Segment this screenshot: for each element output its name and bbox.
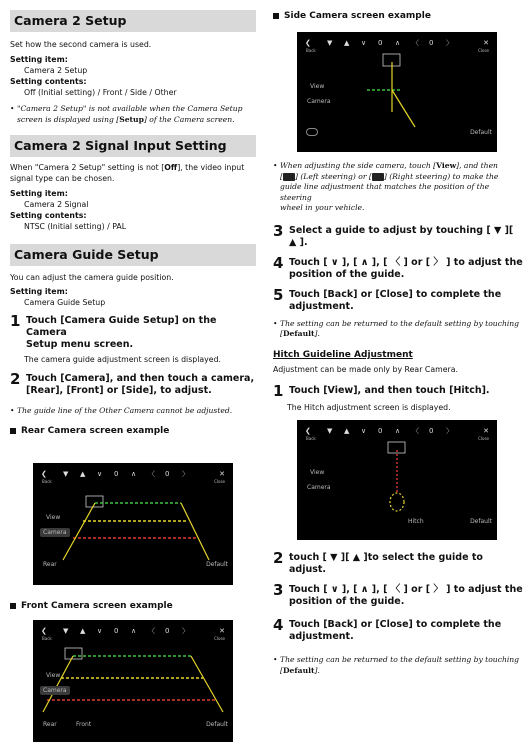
camera2-setup-intro: Set how the second camera is used. <box>10 40 152 49</box>
close-icon[interactable]: ✕ <box>219 470 225 478</box>
close-icon[interactable]: ✕ <box>483 427 489 435</box>
up-chevron-button[interactable]: ∧ <box>395 39 401 47</box>
hitch-intro: Adjustment can be made only by Rear Camera. <box>273 364 458 374</box>
side-camera-note: • When adjusting the side camera, touch [View], and then [ ] (Left steering) or [ ] (Right steering) to make the guide line adjustment that matches the position of the steering wheel in your vehicle. <box>273 161 523 214</box>
back-label: Back <box>306 48 316 53</box>
default-setting-note: • The setting can be returned to the default setting by touching [Default]. <box>273 319 523 340</box>
up-button[interactable]: ▲ <box>80 470 86 478</box>
guide-line-note: • The guide line of the Other Camera cannot be adjusted. <box>10 406 256 417</box>
camera-button[interactable]: Camera <box>307 484 331 491</box>
down-chevron-button[interactable]: ∨ <box>361 427 367 435</box>
front-camera-example-heading: Front Camera screen example <box>10 601 173 611</box>
right-steering-icon <box>372 173 384 181</box>
vertical-value: 0 <box>114 627 119 635</box>
close-label: Close <box>214 636 225 641</box>
horizontal-value: 0 <box>429 39 434 47</box>
guide-step-5: 5 Touch [Back] or [Close] to complete the adjustment. <box>273 285 502 312</box>
vertical-value: 0 <box>378 39 383 47</box>
back-label: Back <box>306 436 316 441</box>
hitch-step-2: 2 touch [ ▼ ][ ▲ ]to select the guide to adjust. <box>273 549 483 575</box>
hitch-step-4: 4 Touch [Back] or [Close] to complete the adjustment. <box>273 616 502 642</box>
left-chevron-button[interactable]: 〈 <box>412 39 419 47</box>
up-chevron-button[interactable]: ∧ <box>395 427 401 435</box>
back-arrow-icon[interactable]: ❮ <box>305 39 311 47</box>
left-chevron-button[interactable]: 〈 <box>148 470 155 478</box>
right-chevron-button[interactable]: 〉 <box>446 427 453 435</box>
vertical-value: 0 <box>378 427 383 435</box>
default-button[interactable]: Default <box>470 518 492 525</box>
setting-item-label: Setting item: <box>10 55 68 64</box>
back-label: Back <box>42 636 52 641</box>
default-button[interactable]: Default <box>470 129 492 136</box>
hitch-step-3: 3 Touch [ ∨ ], [ ∧ ], [ 〈 ] or [ 〉 ] to adjust the position of the guide. <box>273 581 523 607</box>
back-arrow-icon[interactable]: ❮ <box>41 627 47 635</box>
guide-step-1: 1 Touch [Camera Guide Setup] on the Camera Setup menu screen. <box>10 312 217 350</box>
side-camera-screen <box>297 32 497 152</box>
right-chevron-button[interactable]: 〉 <box>182 470 189 478</box>
view-button[interactable]: View <box>46 514 61 521</box>
setting-contents-value: Off (Initial setting) / Front / Side / Other <box>24 88 177 97</box>
right-chevron-button[interactable]: 〉 <box>182 627 189 635</box>
camera-guide-intro: You can adjust the camera guide position. <box>10 273 174 282</box>
view-button[interactable]: View <box>310 469 325 476</box>
down-button[interactable]: ▼ <box>63 470 69 478</box>
hitch-guideline-heading: Hitch Guideline Adjustment <box>273 349 413 360</box>
guide-step-3: 3 Select a guide to adjust by touching [ ▼ ][ ▲ ]. <box>273 221 514 248</box>
left-steering-icon <box>283 173 295 181</box>
horizontal-value: 0 <box>429 427 434 435</box>
setting-item-label: Setting item: <box>10 189 68 198</box>
front-camera-screen <box>33 620 233 742</box>
back-arrow-icon[interactable]: ❮ <box>41 470 47 478</box>
close-label: Close <box>214 479 225 484</box>
horizontal-value: 0 <box>165 627 170 635</box>
camera-guide-heading: Camera Guide Setup <box>10 244 256 266</box>
view-button[interactable]: View <box>310 83 325 90</box>
close-icon[interactable]: ✕ <box>219 627 225 635</box>
left-chevron-button[interactable]: 〈 <box>148 627 155 635</box>
down-chevron-button[interactable]: ∨ <box>97 627 103 635</box>
hitch-step-1: 1 Touch [View], and then touch [Hitch]. <box>273 381 490 400</box>
square-bullet-icon <box>273 13 279 19</box>
down-button[interactable]: ▼ <box>327 427 333 435</box>
camera-button[interactable]: Camera <box>40 686 70 695</box>
down-button[interactable]: ▼ <box>63 627 69 635</box>
up-button[interactable]: ▲ <box>344 427 350 435</box>
guide-step-1-desc: The camera guide adjustment screen is displayed. <box>24 355 222 364</box>
camera-button[interactable]: Camera <box>307 98 331 105</box>
setting-item-label: Setting item: <box>10 287 68 296</box>
down-button[interactable]: ▼ <box>327 39 333 47</box>
up-chevron-button[interactable]: ∧ <box>131 470 137 478</box>
right-chevron-button[interactable]: 〉 <box>446 39 453 47</box>
up-chevron-button[interactable]: ∧ <box>131 627 137 635</box>
down-chevron-button[interactable]: ∨ <box>97 470 103 478</box>
setting-contents-value: NTSC (Initial setting) / PAL <box>24 222 127 231</box>
back-label: Back <box>42 479 52 484</box>
camera2-setup-heading: Camera 2 Setup <box>10 10 256 32</box>
down-chevron-button[interactable]: ∨ <box>361 39 367 47</box>
close-label: Close <box>478 436 489 441</box>
right-column-lower <box>273 551 523 676</box>
setting-item-value: Camera Guide Setup <box>24 298 106 307</box>
left-chevron-button[interactable]: 〈 <box>412 427 419 435</box>
guide-step-2: 2 Touch [Camera], and then touch a camera, [Rear], [Front] or [Side], to adjust. <box>10 370 255 396</box>
camera2-setup-note: • "Camera 2 Setup" is not available when the Camera Setup screen is displayed using [Setup] of the Camera screen. <box>10 104 256 125</box>
up-button[interactable]: ▲ <box>80 627 86 635</box>
setting-contents-label: Setting contents: <box>10 77 87 86</box>
steering-wheel-icon[interactable] <box>306 128 318 136</box>
vertical-value: 0 <box>114 470 119 478</box>
rear-camera-screen <box>33 463 233 585</box>
square-bullet-icon <box>10 428 16 434</box>
default-button[interactable]: Default <box>206 721 228 728</box>
guide-step-4: 4 Touch [ ∨ ], [ ∧ ], [ 〈 ] or [ 〉 ] to adjust the position of the guide. <box>273 253 523 280</box>
setting-contents-label: Setting contents: <box>10 211 87 220</box>
camera-button[interactable]: Camera <box>40 528 70 537</box>
rear-button[interactable]: Rear <box>43 721 57 728</box>
setting-item-value: Camera 2 Signal <box>24 200 89 209</box>
hitch-step-1-desc: The Hitch adjustment screen is displayed. <box>287 402 451 412</box>
close-label: Close <box>478 48 489 53</box>
close-icon[interactable]: ✕ <box>483 39 489 47</box>
rear-camera-example-heading: Rear Camera screen example <box>10 426 256 436</box>
rear-button[interactable]: Rear <box>43 561 57 568</box>
signal-input-intro: When "Camera 2 Setup" setting is not [Off], the video input signal type can be chosen. <box>10 163 245 183</box>
square-bullet-icon <box>10 603 16 609</box>
horizontal-value: 0 <box>165 470 170 478</box>
hitch-button[interactable]: Hitch <box>408 518 424 525</box>
signal-input-heading: Camera 2 Signal Input Setting <box>10 135 256 157</box>
view-button[interactable]: View <box>46 672 61 679</box>
default-setting-note: • The setting can be returned to the default setting by touching [Default]. <box>273 655 523 676</box>
back-arrow-icon[interactable]: ❮ <box>305 427 311 435</box>
default-button[interactable]: Default <box>206 561 228 568</box>
left-column <box>10 0 256 436</box>
side-camera-example-heading: Side Camera screen example <box>273 11 431 21</box>
up-button[interactable]: ▲ <box>344 39 350 47</box>
front-button[interactable]: Front <box>76 721 92 728</box>
setting-item-value: Camera 2 Setup <box>24 66 88 75</box>
hitch-camera-screen <box>297 420 497 540</box>
right-column <box>273 161 523 413</box>
